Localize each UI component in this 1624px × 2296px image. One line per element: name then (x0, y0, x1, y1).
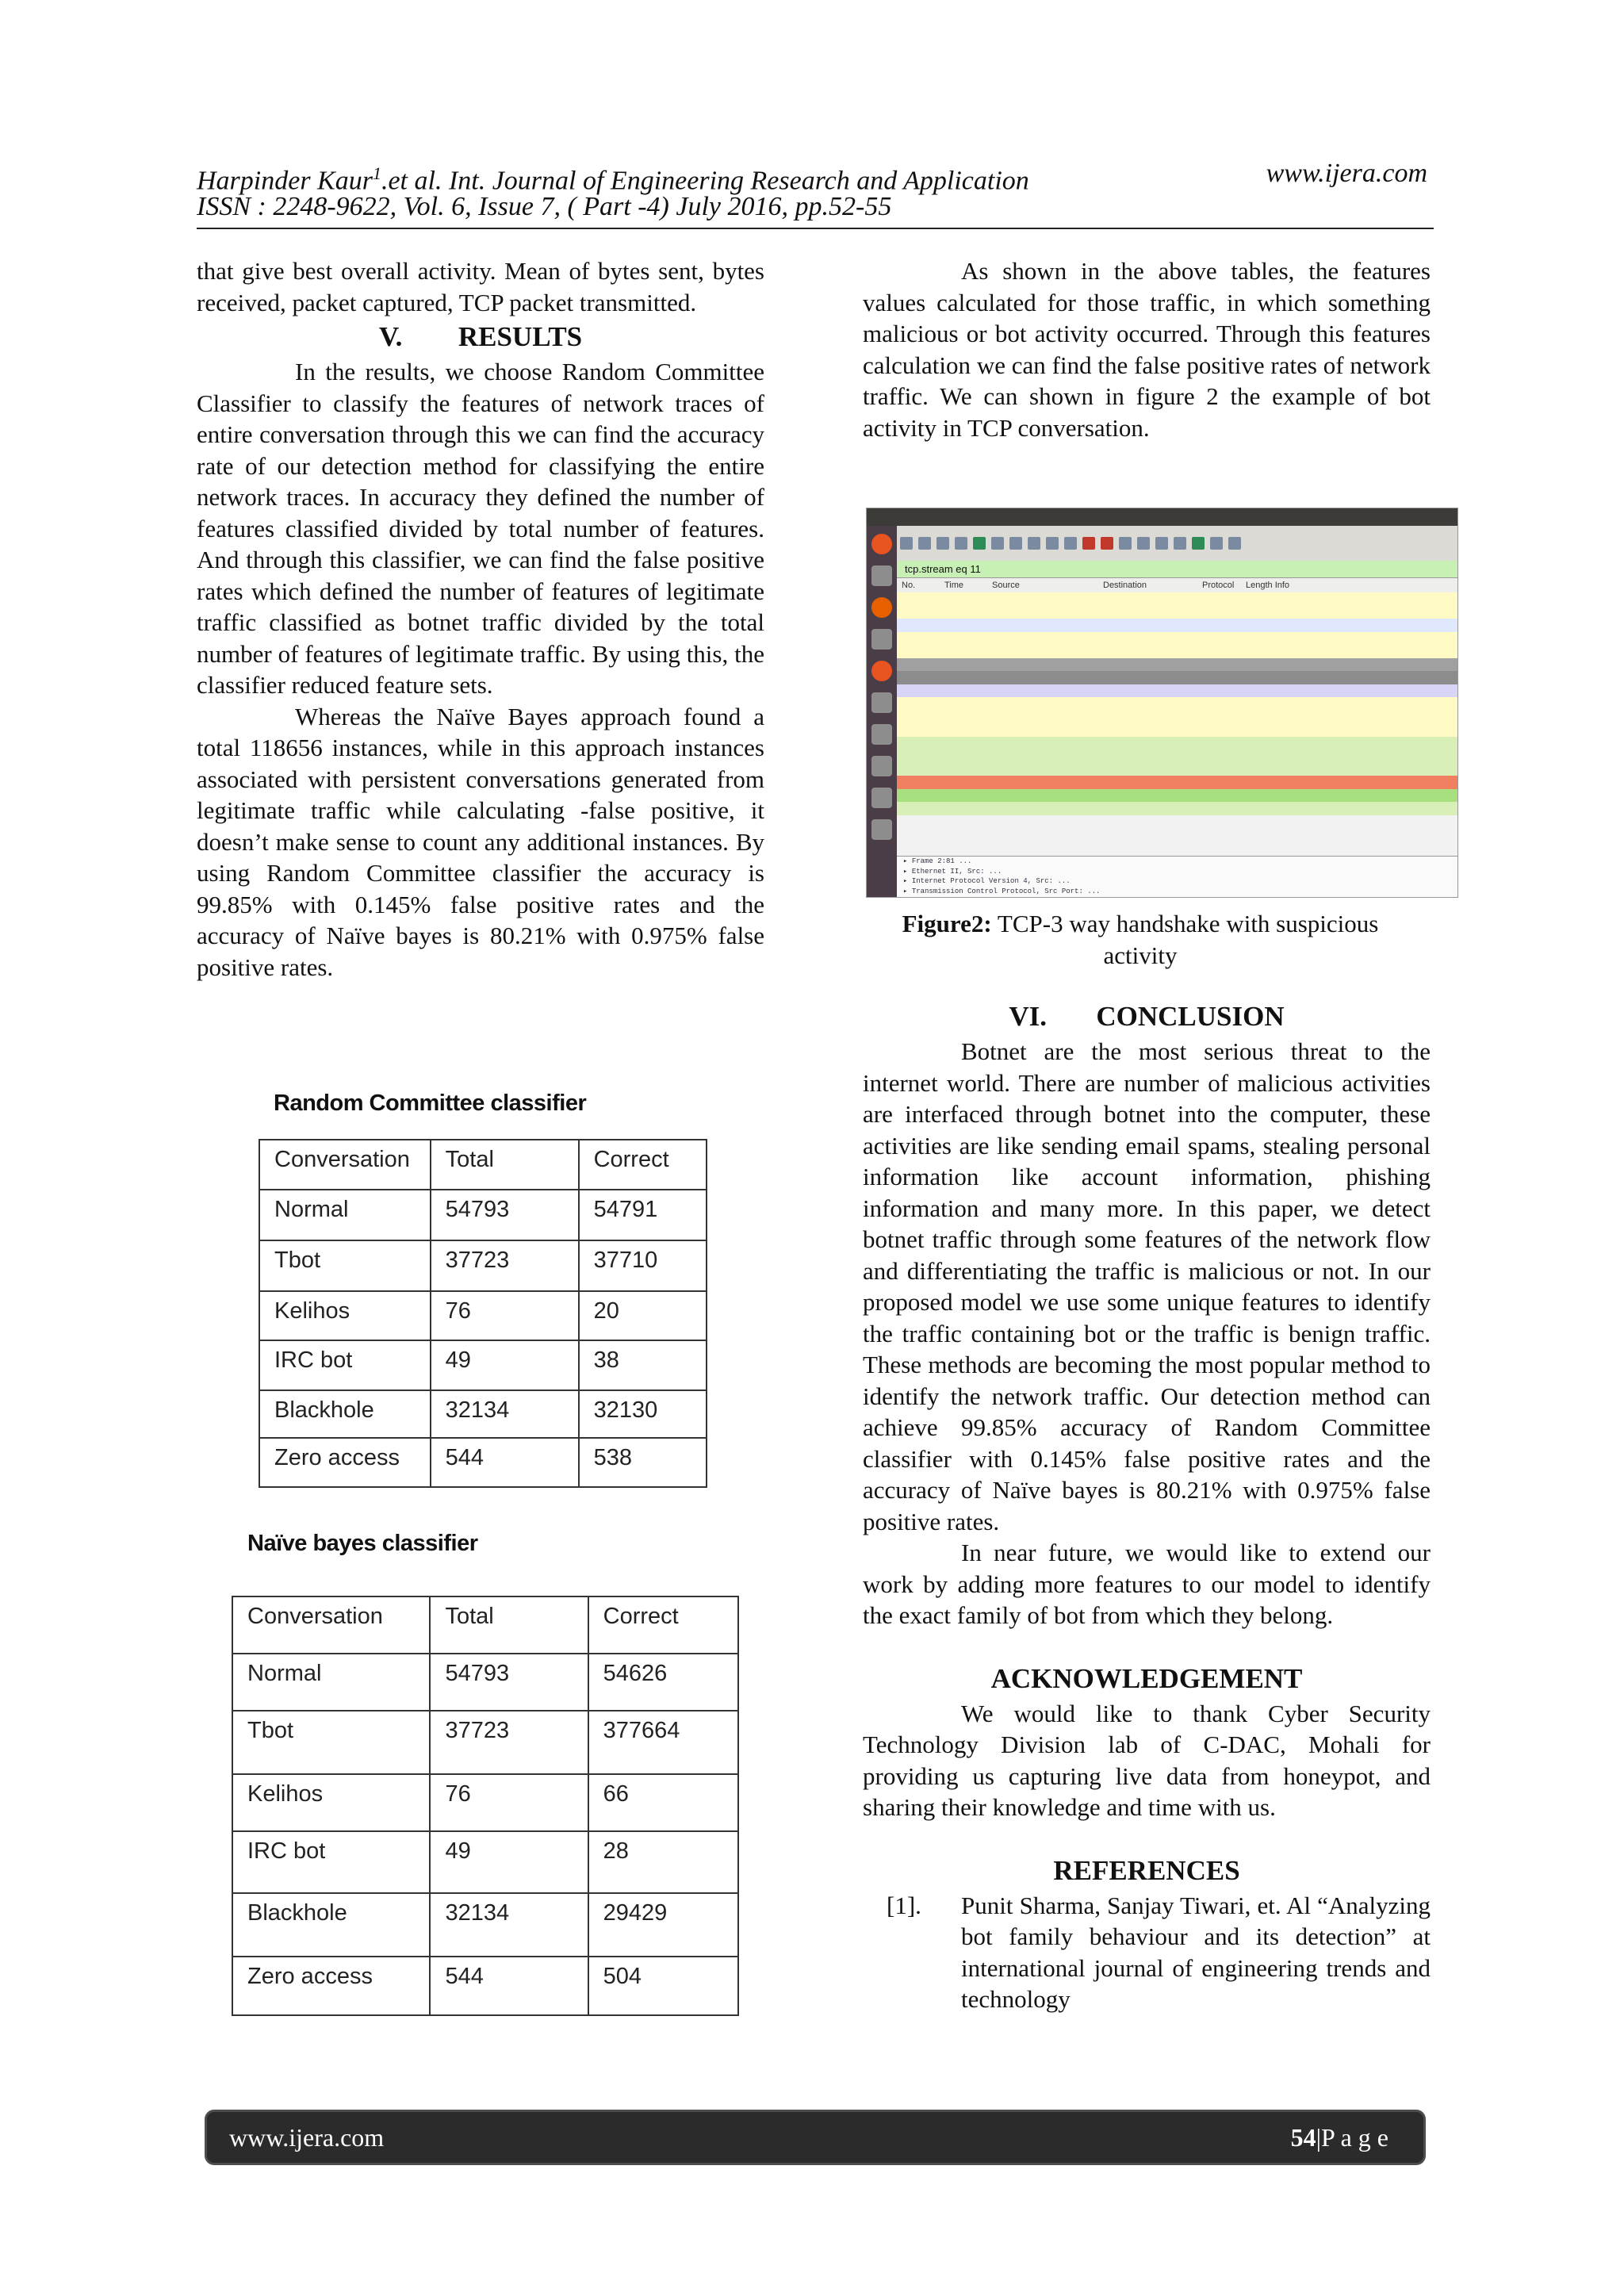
table-row (232, 1711, 738, 1774)
table-row (232, 1831, 738, 1893)
table-cell: Zero access (259, 1438, 431, 1487)
section-heading-references: REFERENCES (1053, 1854, 1240, 1886)
table-cell: 32130 (579, 1390, 707, 1438)
launcher-sidebar (867, 526, 897, 897)
table-cell: Blackhole (259, 1390, 431, 1438)
table-row (232, 1893, 738, 1957)
results-paragraph-1: In the results, we choose Random Committee Classifier to classify the features of network traces of entire conversation through this we can find the accuracy rate of our detection method for classifying the entire network traces. In accuracy they defined the number of features classified divided by total number of features. And through this classifier, we can find the false positive rates which defined the number of features of legitimate traffic classified as botnet traffic divided by the total number of features of legitimate traffic. By using this, the classifier reduced feature sets. (197, 358, 764, 699)
reference-item-1 (863, 1890, 1431, 2015)
packet-row (897, 632, 1457, 646)
table-cell: Zero access (232, 1957, 430, 2015)
header-url[interactable]: www.ijera.com (1266, 159, 1427, 188)
packet-row (897, 697, 1457, 711)
figure-label: Figure2: (902, 910, 992, 937)
packet-row (897, 749, 1457, 763)
display-filter-bar: tcp.stream eq 11 (897, 561, 1457, 578)
packet-row (897, 671, 1457, 684)
section-title: RESULTS (458, 321, 583, 352)
table-cell: Kelihos (259, 1291, 431, 1340)
page-number: 54 (1290, 2123, 1316, 2152)
table-row (259, 1240, 707, 1291)
table1-title: Random Committee classifier (274, 1091, 587, 1116)
footer-page-number (1291, 2112, 1388, 2163)
naive-bayes-table (232, 1596, 739, 2016)
table-header-cell: Total (430, 1596, 588, 1654)
table-cell: 377664 (588, 1711, 738, 1774)
table-row (259, 1390, 707, 1438)
table2-title: Naïve bayes classifier (247, 1531, 478, 1556)
table-row (232, 1654, 738, 1711)
table-cell: 49 (431, 1340, 579, 1390)
random-committee-table (259, 1139, 707, 1488)
header-author-sup: 1 (372, 163, 381, 183)
table-header-cell: Conversation (259, 1140, 431, 1190)
right-column-bottom (863, 998, 1431, 2015)
packet-row (897, 619, 1457, 632)
acknowledgement-paragraph: We would like to thank Cyber Security Technology Division lab of C-DAC, Mohali for providing us capturing live data from honeypot, and sharing their knowledge and time with us. (863, 1699, 1431, 1821)
section-number: VI. (1009, 1001, 1048, 1032)
table-row (232, 1774, 738, 1831)
results-paragraph-2: Whereas the Naïve Bayes approach found a total 118656 instances, while in this approach instances associated with persistent conversations generated from legitimate traffic while calculating -false positive, it doesn’t make sense to count any additional instances. By using Random Committee classifier the accuracy is 99.85% with 0.145% false positive rates and the accuracy of Naïve bayes is 80.21% with 0.975% false positive rates. (197, 702, 764, 981)
packet-row (897, 711, 1457, 724)
table-cell: 54626 (588, 1654, 738, 1711)
packet-row (897, 737, 1457, 750)
table-header-row (232, 1596, 738, 1654)
figure2-caption (863, 908, 1418, 971)
table-header-cell: Correct (579, 1140, 707, 1190)
packet-row (897, 606, 1457, 619)
footer-url[interactable]: www.ijera.com (229, 2123, 385, 2152)
packet-row (897, 763, 1457, 776)
table-cell: 37710 (579, 1240, 707, 1291)
packet-list-columns: No. Time Source Destination Protocol Length Info (897, 578, 1457, 593)
section-number: V. (378, 321, 403, 352)
packet-row (897, 789, 1457, 803)
table-cell: Normal (259, 1190, 431, 1240)
packet-row (897, 684, 1457, 698)
figure-caption-text: TCP-3 way handshake with suspicious activity (997, 910, 1379, 969)
section-title: CONCLUSION (1096, 1001, 1285, 1032)
reference-text: Punit Sharma, Sanjay Tiwari, et. Al “Analyzing bot family behaviour and its detection” at international journal of engineering trends and technology (961, 1891, 1431, 2013)
window-titlebar (867, 508, 1457, 526)
packet-row (897, 723, 1457, 737)
packet-row (897, 658, 1457, 672)
table-header-row (259, 1140, 707, 1190)
table-cell: 544 (431, 1438, 579, 1487)
table-cell: 66 (588, 1774, 738, 1831)
table-cell: 544 (430, 1957, 588, 2015)
table-cell: Tbot (232, 1711, 430, 1774)
header-divider (197, 228, 1434, 229)
table-cell: Blackhole (232, 1893, 430, 1957)
page-word: |P a g e (1316, 2123, 1388, 2152)
packet-row (897, 776, 1457, 789)
packet-row (897, 645, 1457, 658)
conclusion-paragraph-2: In near future, we would like to extend our work by adding more features to our model to identify the exact family of bot from which they belong. (863, 1539, 1431, 1629)
packet-details-pane: ▸ Frame 2:81 ... ▸ Ethernet II, Src: ... ▸ Internet Protocol Version 4, Src: ... ▸ Transmission Control Protocol, Src Port: ... (897, 856, 1457, 897)
tables-discussion-paragraph: As shown in the above tables, the features values calculated for those traffic, in which something malicious or bot activity occurred. Through this features calculation we can find the false positive rates of network traffic. We can shown in figure 2 the example of bot activity in TCP conversation. (863, 257, 1431, 442)
header-author: Harpinder Kaur (197, 166, 373, 196)
table-header-cell: Conversation (232, 1596, 430, 1654)
page-footer (205, 2110, 1426, 2165)
table-cell: 54791 (579, 1190, 707, 1240)
table-row (259, 1291, 707, 1340)
left-column (197, 255, 764, 983)
table-cell: 76 (431, 1291, 579, 1340)
section-heading-acknowledgement: ACKNOWLEDGEMENT (990, 1662, 1303, 1694)
table-cell: 76 (430, 1774, 588, 1831)
table-row (259, 1340, 707, 1390)
table-cell: Tbot (259, 1240, 431, 1291)
section-heading-conclusion (863, 999, 1431, 1034)
packet-row (897, 802, 1457, 815)
table-cell: 32134 (431, 1390, 579, 1438)
table-cell: 37723 (431, 1240, 579, 1291)
table-cell: 54793 (430, 1654, 588, 1711)
table-cell: 504 (588, 1957, 738, 2015)
table-row (259, 1190, 707, 1240)
table-row (259, 1438, 707, 1487)
reference-number: [1]. (887, 1891, 921, 1919)
packet-row (897, 592, 1457, 606)
figure2-wireshark-screenshot (866, 508, 1458, 898)
wireshark-toolbar (897, 526, 1457, 562)
table-cell: 20 (579, 1291, 707, 1340)
table-cell: 28 (588, 1831, 738, 1893)
header-journal: .et al. Int. Journal of Engineering Research and Application (381, 166, 1029, 196)
table-cell: 29429 (588, 1893, 738, 1957)
table-cell: 38 (579, 1340, 707, 1390)
right-column-top (863, 255, 1431, 443)
running-header-line2: ISSN : 2248-9622, Vol. 6, Issue 7, ( Part -4) July 2016, pp.52-55 (197, 192, 892, 221)
table-cell: IRC bot (232, 1831, 430, 1893)
section-heading-results (197, 320, 764, 355)
packet-list (897, 592, 1457, 815)
table-header-cell: Total (431, 1140, 579, 1190)
table-header-cell: Correct (588, 1596, 738, 1654)
table-cell: 49 (430, 1831, 588, 1893)
conclusion-paragraph-1: Botnet are the most serious threat to the internet world. There are number of malicious activities are interfaced through botnet into the computer, these activities are like sending email spams, stealing personal information like account information, phishing information and many more. In this paper, we detect botnet traffic through some features of the network flow and differentiating the traffic is malicious or not. In our proposed model we use some unique features to identify the traffic containing bot or the traffic is benign traffic. These methods are becoming the most popular method to identify the network traffic. Our detection method can achieve 99.85% accuracy of Random Committee classifier with 0.145% false positive rates and the accuracy of Naïve bayes is 80.21% with 0.975% false positive rates. (863, 1037, 1431, 1535)
table-cell: 32134 (430, 1893, 588, 1957)
table-cell: Kelihos (232, 1774, 430, 1831)
table-cell: Normal (232, 1654, 430, 1711)
table-cell: 538 (579, 1438, 707, 1487)
left-intro-paragraph: that give best overall activity. Mean of bytes sent, bytes received, packet captured, TCP packet transmitted. (197, 257, 764, 316)
table-row (232, 1957, 738, 2015)
table-cell: IRC bot (259, 1340, 431, 1390)
table-cell: 54793 (431, 1190, 579, 1240)
table-cell: 37723 (430, 1711, 588, 1774)
